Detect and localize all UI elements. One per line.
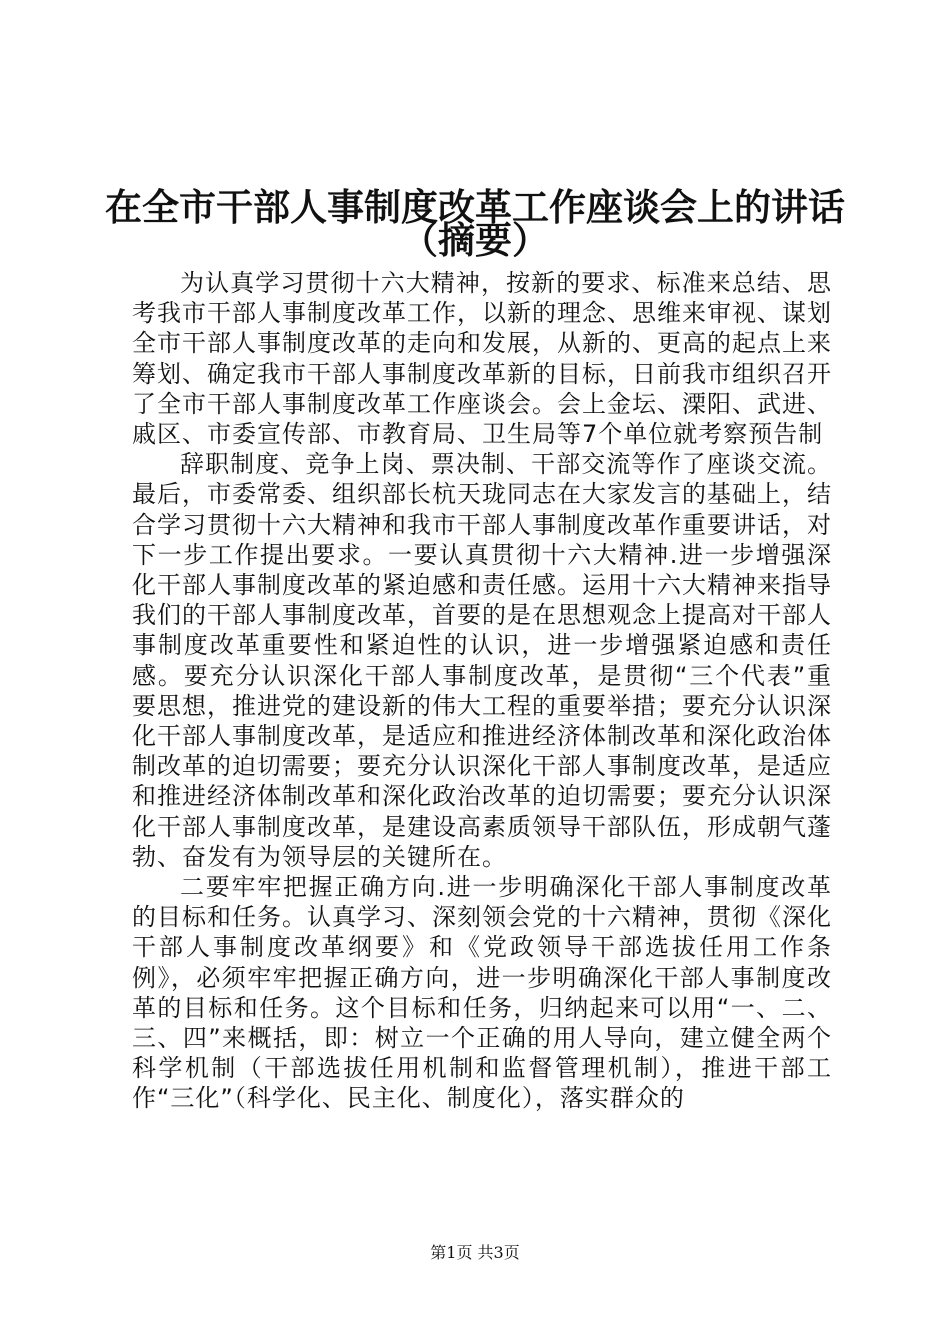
paragraph-1: 为认真学习贯彻十六大精神，按新的要求、标准来总结、思考我市干部人事制度改革工作，以新的理念、思维来审视、谋划全市干部人事制度改革的走向和发展，从新的、更高的起点上来筹划、确定我市干部人事制度改革新的目标，日前我市组织召开了全市干部人事制度改革工作座谈会。会上金坛、溧阳、武进、戚区、市委宣传部、市教育局、卫生局等7个单位就考察预告制: [132, 269, 832, 449]
document-body: [132, 268, 832, 1114]
paragraph-3: 二要牢牢把握正确方向.进一步明确深化干部人事制度改革的目标和任务。认真学习、深刻领会党的十六精神，贯彻《深化干部人事制度改革纲要》和《党政领导干部选拔任用工作条例》，必须牢牢把握正确方向，进一步明确深化干部人事制度改革的目标和任务。这个目标和任务，归纳起来可以用“一、二、三、四”来概括，即：树立一个正确的用人导向，建立健全两个科学机制（干部选拔任用机制和监督管理机制），推进干部工作“三化”（科学化、民主化、制度化），落实群众的: [132, 873, 832, 1113]
paragraph-2: 辞职制度、竞争上岗、票决制、干部交流等作了座谈交流。最后，市委常委、组织部长杭天珑同志在大家发言的基础上，结合学习贯彻十六大精神和我市干部人事制度改革作重要讲话，对下一步工作提出要求。一要认真贯彻十六大精神.进一步增强深化干部人事制度改革的紧迫感和责任感。运用十六大精神来指导我们的干部人事制度改革，首要的是在思想观念上提高对干部人事制度改革重要性和紧迫性的认识，进一步增强紧迫感和责任感。要充分认识深化干部人事制度改革，是贯彻“三个代表”重要思想，推进党的建设新的伟大工程的重要举措；要充分认识深化干部人事制度改革，是适应和推进经济体制改革和深化政治体制改革的迫切需要；要充分认识深化干部人事制度改革，是适应和推进经济体制改革和深化政治改革的迫切需要；要充分认识深化干部人事制度改革，是建设高素质领导干部队伍，形成朝气蓬勃、奋发有为领导层的关键所在。: [132, 450, 832, 871]
document-subtitle: （摘要）: [401, 218, 549, 262]
document-title: 在全市干部人事制度改革工作座谈会上的讲话: [105, 185, 845, 229]
page-footer: 第1页 共3页: [430, 1243, 520, 1262]
